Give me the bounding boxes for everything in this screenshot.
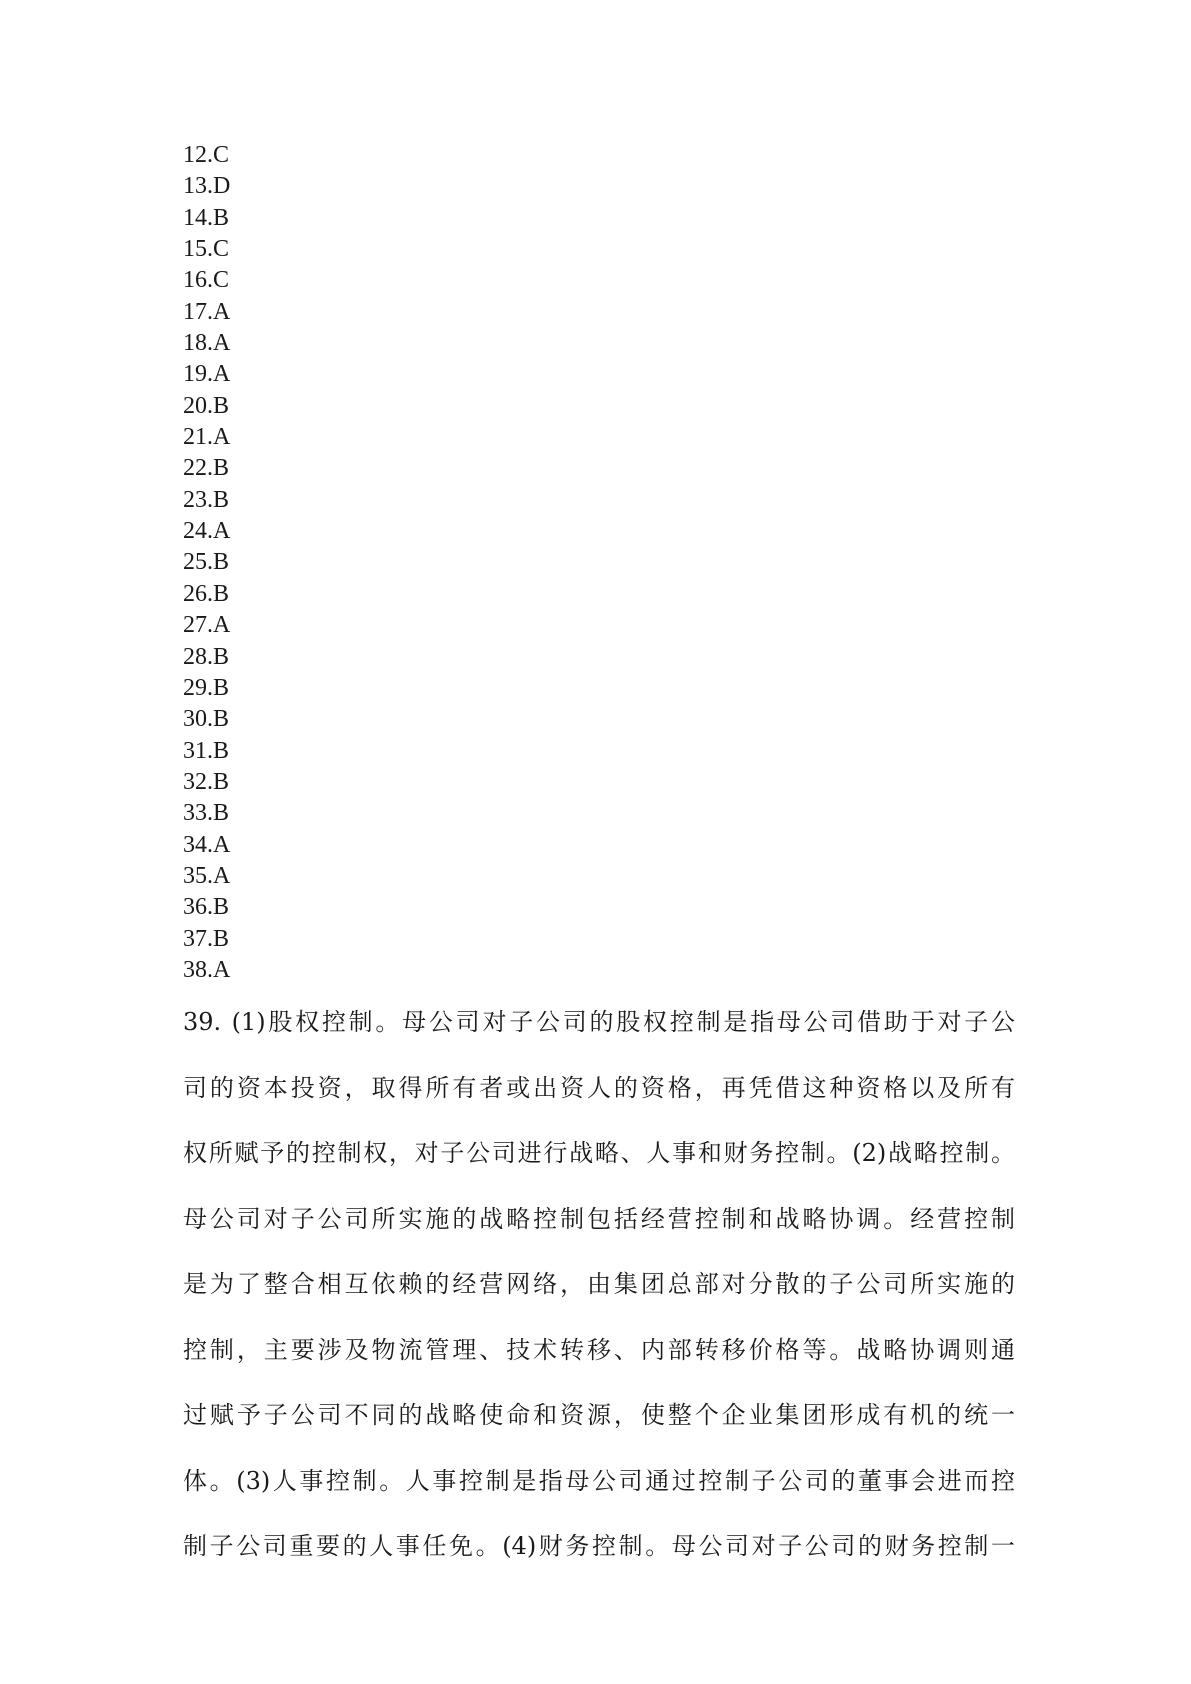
essay-line: 39. (1)股权控制。母公司对子公司的股权控制是指母公司借助于对子公 [183, 1008, 1015, 1036]
answer-key-list [183, 140, 583, 986]
essay-line: 过赋予子公司不同的战略使命和资源，使整个企业集团形成有机的统一 [183, 1401, 1015, 1429]
answer-item: 17.A [183, 298, 231, 325]
answer-item: 24.A [183, 518, 231, 545]
essay-line: 体。(3)人事控制。人事控制是指母公司通过控制子公司的董事会进而控 [183, 1466, 1015, 1495]
answer-item: 15.C [183, 236, 230, 263]
answer-item: 36.B [183, 894, 230, 921]
answer-item: 34.A [183, 831, 231, 858]
answer-item: 22.B [183, 455, 230, 482]
essay-line: 权所赋予的控制权，对子公司进行战略、人事和财务控制。(2)战略控制。 [183, 1139, 1015, 1167]
answer-item: 16.C [183, 267, 230, 294]
answer-item: 20.B [183, 392, 230, 419]
answer-item: 23.B [183, 486, 230, 513]
essay-line: 司的资本投资，取得所有者或出资人的资格，再凭借这种资格以及所有 [183, 1073, 1015, 1102]
answer-item: 28.B [183, 643, 230, 670]
answer-item: 26.B [183, 580, 230, 607]
essay-line: 控制，主要涉及物流管理、技术转移、内部转移价格等。战略协调则通 [183, 1335, 1015, 1364]
answer-item: 18.A [183, 330, 231, 357]
essay-line: 是为了整合相互依赖的经营网络，由集团总部对分散的子公司所实施的 [183, 1270, 1015, 1298]
answer-item: 38.A [183, 956, 231, 983]
answer-item: 14.B [183, 204, 230, 231]
answer-item: 19.A [183, 361, 231, 388]
essay-answer-39 [183, 990, 1015, 1580]
answer-item: 25.B [183, 549, 230, 576]
essay-line: 制子公司重要的人事任免。(4)财务控制。母公司对子公司的财务控制一 [183, 1532, 1015, 1560]
answer-item: 29.B [183, 674, 230, 701]
answer-item: 12.C [183, 142, 230, 168]
answer-item: 37.B [183, 925, 230, 952]
answer-item: 21.A [183, 424, 231, 451]
answer-item: 13.D [183, 173, 231, 200]
answer-item: 27.A [183, 612, 231, 639]
answer-item: 35.A [183, 862, 231, 889]
answer-item: 30.B [183, 706, 230, 733]
answer-item: 33.B [183, 800, 230, 827]
answer-item: 32.B [183, 768, 230, 795]
essay-line: 母公司对子公司所实施的战略控制包括经营控制和战略协调。经营控制 [183, 1204, 1015, 1233]
answer-item: 31.B [183, 737, 230, 764]
